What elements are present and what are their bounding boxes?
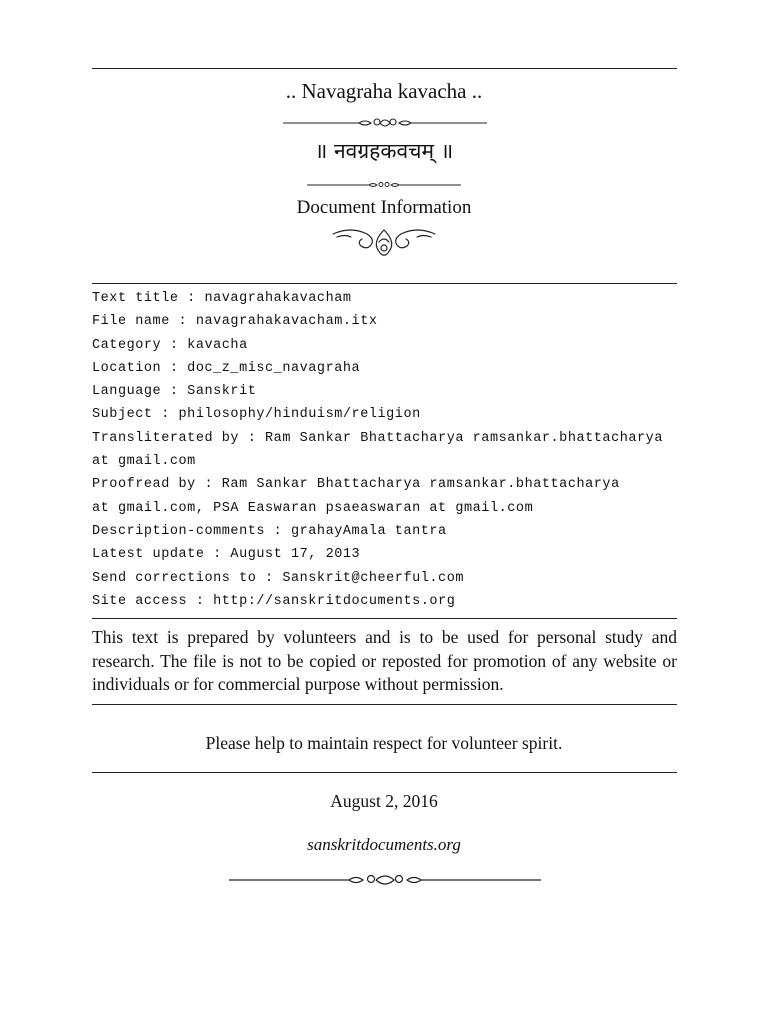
appeal-bottom-rule — [92, 772, 677, 773]
meta-latest-update: Latest update : August 17, 2013 — [92, 547, 361, 563]
document-metadata — [92, 287, 742, 613]
divider-ornament — [283, 116, 487, 130]
fleuron-ornament — [331, 222, 437, 258]
meta-subject: Subject : philosophy/hinduism/religion — [92, 407, 421, 423]
volunteer-appeal: Please help to maintain respect for volunteer spirit. — [205, 733, 563, 753]
metadata-top-rule — [92, 283, 677, 284]
meta-transliterated-by: Transliterated by : Ram Sankar Bhattacharya ramsankar.bhattacharya — [92, 430, 663, 446]
bottom-divider-ornament — [229, 872, 541, 888]
publication-date: August 2, 2016 — [330, 791, 438, 811]
meta-site-access: Site access : http://sanskritdocuments.org — [92, 593, 456, 609]
meta-proofread-by: Proofread by : Ram Sankar Bhattacharya ramsankar.bhattacharya — [92, 477, 620, 493]
meta-transliterated-by-cont: at gmail.com — [92, 454, 196, 470]
page-title: .. Navagraha kavacha .. — [285, 79, 483, 103]
meta-language: Language : Sanskrit — [92, 384, 257, 400]
top-rule — [92, 68, 677, 69]
meta-category: Category : kavacha — [92, 337, 248, 353]
meta-description: Description-comments : grahayAmala tantra — [92, 523, 447, 539]
notice-bottom-rule — [92, 704, 677, 705]
usage-notice: This text is prepared by volunteers and is to be used for personal study and research. The file is not to be copied or reposted for promotion of any website or individuals or for commercial purpose without permission. — [92, 627, 677, 694]
section-heading: Document Information — [296, 197, 472, 218]
meta-location: Location : doc_z_misc_navagraha — [92, 360, 361, 376]
site-link[interactable]: sanskritdocuments.org — [307, 835, 461, 854]
meta-send-corrections: Send corrections to : Sanskrit@cheerful.com — [92, 570, 465, 586]
meta-proofread-by-cont: at gmail.com, PSA Easwaran psaeaswaran at gmail.com — [92, 500, 534, 516]
meta-text-title: Text title : navagrahakavacham — [92, 291, 352, 306]
metadata-bottom-rule — [92, 618, 677, 619]
small-divider-ornament — [307, 180, 461, 190]
meta-file-name: File name : navagrahakavacham.itx — [92, 314, 378, 330]
devanagari-title: ॥ नवग्रहकवचम् ॥ — [314, 139, 454, 163]
